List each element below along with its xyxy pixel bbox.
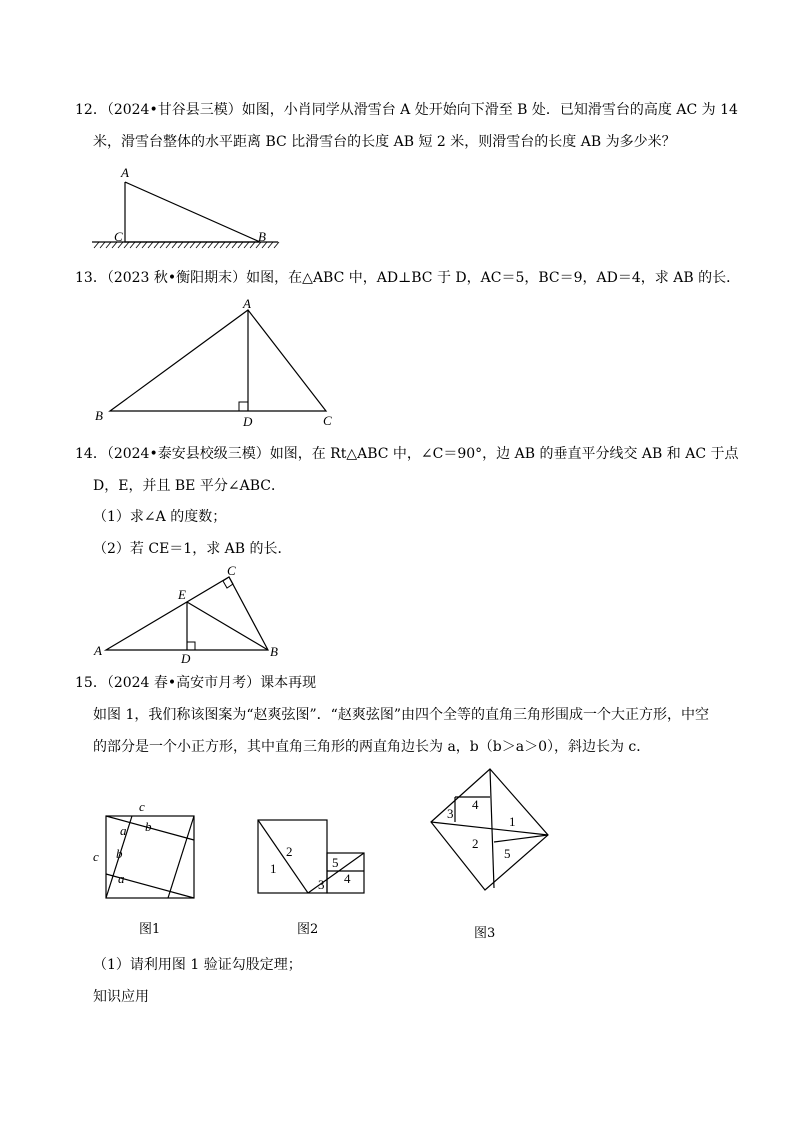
problem-14-line2: D，E，并且 BE 平分∠ABC． [93,478,285,494]
problem-source: （2024•甘谷县三模） [106,102,242,118]
figure-2-diagram [250,815,370,897]
figure-1-zhao-shuang-diagram [92,798,202,908]
problem-13-line1 [75,268,740,288]
figure-1-caption: 图1 [139,922,161,937]
label-a-lower: a [118,871,125,886]
problem-14-part2: （2）若 CE＝1，求 AB 的长． [93,541,292,557]
problem-14-line1 [75,444,739,464]
right-angle-mark [239,402,248,411]
label-c-left: c [93,849,99,864]
problem-15-part1: （1）请利用图 1 验证勾股定理； [93,957,302,973]
problem-15-line3: 的部分是一个小正方形，其中直角三角形的两直角边长为 a，b（b＞a＞0），斜边长为 c． [93,739,651,755]
piece-2-label: 2 [286,844,293,859]
triangle-abc-altitude-figure [90,298,350,433]
problem-14-part1: （1）求∠A 的度数； [93,509,227,525]
piece-4-label: 4 [344,871,351,886]
piece-5-label: 5 [504,846,511,861]
problem-number: 15． [75,675,107,691]
problem-heading: 课本再现 [260,675,317,691]
label-b: B [95,408,103,423]
problem-text: 如图，小肖同学从滑雪台 A 处开始向下滑至 B 处．已知滑雪台的高度 AC 为 14 [241,102,738,118]
piece-3-label: 3 [318,877,325,892]
piece-2-label: 2 [472,836,479,851]
label-c: C [323,413,332,428]
problem-number: 12． [75,102,107,118]
piece-1-label: 1 [270,861,277,876]
label-b-upper: b [145,819,152,834]
label-c-top: c [139,799,145,814]
problem-15-line2: 如图 1，我们称该图案为“赵爽弦图”．“赵爽弦图”由四个全等的直角三角形围成一个大正方形，中空 [93,707,709,723]
problem-source: （2023 秋•衡阳期末） [106,270,247,286]
problem-text: 如图，在 Rt△ABC 中，∠C＝90°，边 AB 的垂直平分线交 AB 和 AC 于点 [269,446,739,462]
label-d: D [181,651,191,666]
problem-15-section-heading: 知识应用 [93,989,149,1005]
problem-source: （2024 春•高安市月考） [106,675,261,691]
right-angle-mark-d [187,642,195,650]
label-a-upper: a [120,823,127,838]
label-d: D [243,414,253,429]
figure-3-caption: 图3 [474,926,496,941]
label-c: C [114,229,123,244]
piece-4-label: 4 [472,797,479,812]
piece-3-label: 3 [447,806,454,821]
label-e: E [178,587,186,602]
problem-12-line1 [75,100,738,120]
problem-number: 13． [75,270,107,286]
problem-source: （2024•泰安县校级三模） [106,446,270,462]
problem-number: 14． [75,446,107,462]
problem-12-line2: 米，滑雪台整体的水平距离 BC 比滑雪台的长度 AB 短 2 米，则滑雪台的长度 AB 为多少米？ [93,134,676,150]
piece-5-label: 5 [332,855,339,870]
label-b: B [258,229,266,244]
label-a: A [94,643,102,658]
label-a: A [121,165,129,180]
label-a: A [243,296,251,311]
problem-text: 如图，在△ABC 中，AD⊥BC 于 D，AC＝5，BC＝9，AD＝4，求 AB 的长． [246,270,741,286]
figure-2-caption: 图2 [297,922,319,937]
figure-3-diagram [428,766,553,894]
label-b: B [270,644,278,659]
right-triangle-bisector-figure [92,562,292,667]
label-c: C [227,563,236,578]
problem-15-line1 [75,673,316,693]
slope-triangle [125,182,260,242]
ski-slope-figure [90,162,290,254]
piece-1-label: 1 [509,814,516,829]
label-b-left: b [116,846,123,861]
